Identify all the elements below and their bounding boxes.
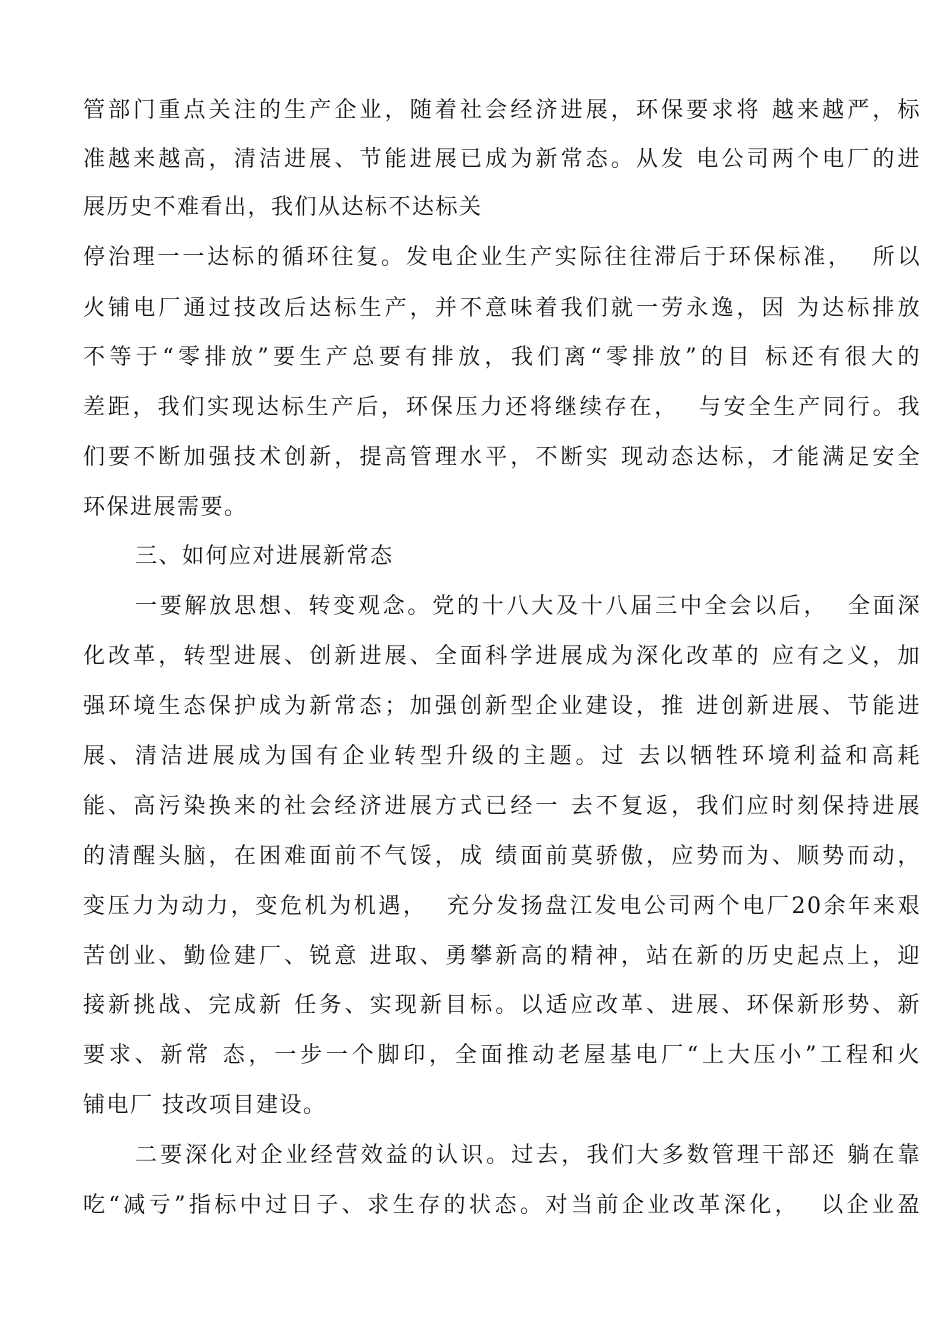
text-line: 一要解放思想、转变观念。党的十八大及十八届三中全会以后， 全面深 (135, 594, 921, 619)
text-line: 差距，我们实现达标生产后，环保压力还将继续存在， 与安全生产同行。我 (83, 395, 921, 420)
text-line: 的清醒头脑，在困难面前不气馁，成 绩面前莫骄傲，应势而为、顺势而动， (83, 844, 921, 869)
text-line: 二要深化对企业经营效益的认识。过去，我们大多数管理干部还 躺在靠 (135, 1143, 921, 1168)
text-line: 要求、新常 态，一步一个脚印，全面推动老屋基电厂“上大压小”工程和火 (83, 1043, 921, 1068)
text-line: 们要不断加强技术创新，提高管理水平，不断实 现动态达标，才能满足安全 (83, 445, 921, 470)
text-line: 停治理一一达标的循环往复。发电企业生产实际往往滞后于环保标准， 所以 (83, 245, 921, 270)
text-line: 吃“减亏”指标中过日子、求生存的状态。对当前企业改革深化， 以企业盈 (83, 1193, 921, 1218)
text-line: 准越来越高，清洁进展、节能进展已成为新常态。从发 电公司两个电厂的进 (83, 147, 921, 172)
text-line: 展历史不难看出，我们从达标不达标关 (83, 195, 483, 220)
text-line: 管部门重点关注的生产企业，随着社会经济进展，环保要求将 越来越严，标 (83, 98, 921, 123)
text-line: 环保进展需要。 (83, 495, 248, 520)
text-line: 能、高污染换来的社会经济进展方式已经一 去不复返，我们应时刻保持进展 (83, 794, 921, 819)
text-line: 不等于“零排放”要生产总要有排放，我们离“零排放”的目 标还有很大的 (83, 345, 921, 370)
text-line: 铺电厂 技改项目建设。 (83, 1093, 327, 1118)
section-heading: 三、如何应对进展新常态 (135, 544, 394, 569)
text-line: 火铺电厂通过技改后达标生产，并不意味着我们就一劳永逸，因 为达标排放 (83, 296, 921, 321)
text-line: 苦创业、勤俭建厂、锐意 进取、勇攀新高的精神，站在新的历史起点上，迎 (83, 944, 921, 969)
text-line: 接新挑战、完成新 任务、实现新目标。以适应改革、进展、环保新形势、新 (83, 993, 921, 1018)
text-line: 强环境生态保护成为新常态；加强创新型企业建设，推 进创新进展、节能进 (83, 694, 921, 719)
text-line: 化改革，转型进展、创新进展、全面科学进展成为深化改革的 应有之义，加 (83, 644, 921, 669)
text-line: 变压力为动力，变危机为机遇， 充分发扬盘江发电公司两个电厂20余年来艰 (83, 894, 921, 919)
text-line: 展、清洁进展成为国有企业转型升级的主题。过 去以牺牲环境利益和高耗 (83, 744, 921, 769)
